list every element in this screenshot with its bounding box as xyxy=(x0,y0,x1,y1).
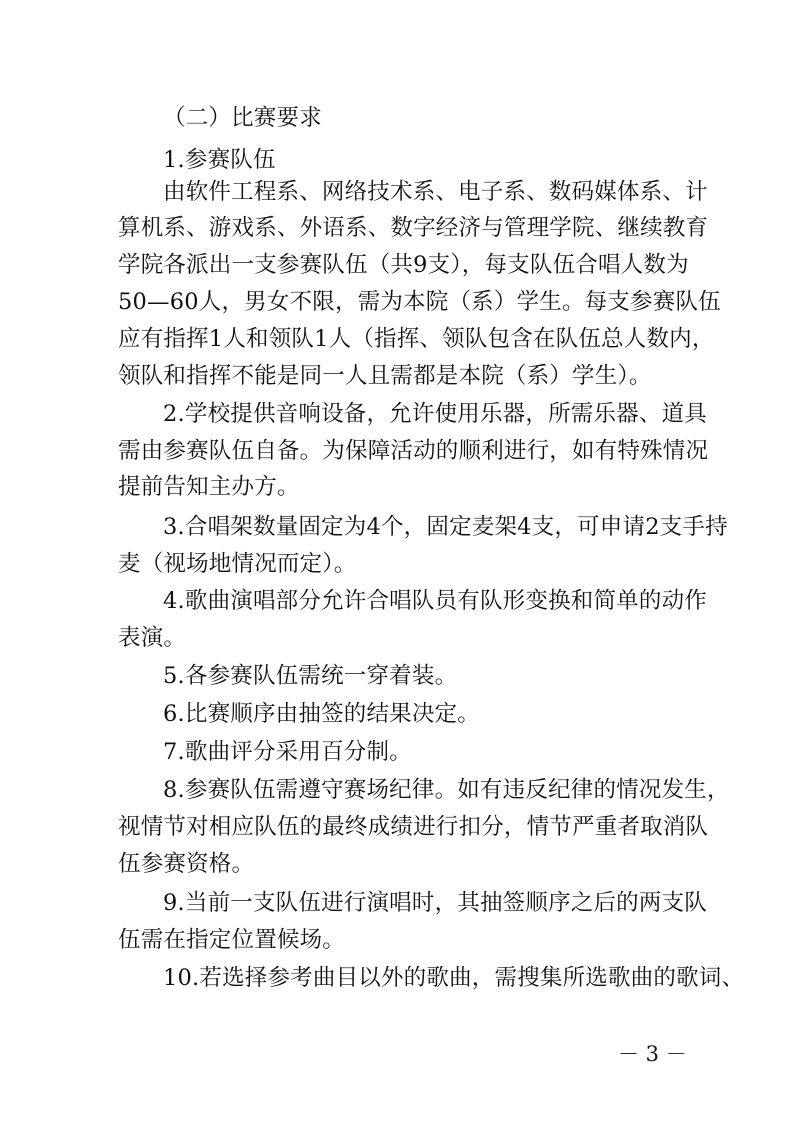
paragraph-line: 50—60人，男女不限，需为本院（系）学生。每支参赛队伍 xyxy=(118,289,721,315)
paragraph-line: 6.比赛顺序由抽签的结果决定。 xyxy=(163,701,480,727)
page-number: － 3 － xyxy=(618,1042,687,1066)
paragraph-line: 4.歌曲演唱部分允许合唱队员有队形变换和简单的动作 xyxy=(163,588,707,614)
paragraph-line: 7.歌曲评分采用百分制。 xyxy=(163,739,412,765)
paragraph-line: 提前告知主办方。 xyxy=(118,474,300,500)
paragraph-line: 伍需在指定位置候场。 xyxy=(118,927,346,953)
paragraph-line: 10.若选择参考曲目以外的歌曲，需搜集所选歌曲的歌词、 xyxy=(163,965,745,991)
paragraph-line: 算机系、游戏系、外语系、数字经济与管理学院、继续教育 xyxy=(118,215,709,241)
paragraph-line: 应有指挥1人和领队1人（指挥、领队包含在队伍总人数内， xyxy=(118,326,715,352)
paragraph-line: 3.合唱架数量固定为4个，固定麦架4支，可申请2支手持 xyxy=(163,514,728,540)
paragraph-line: 麦（视场地情况而定）。 xyxy=(118,551,357,577)
paragraph-line: 1.参赛队伍 xyxy=(163,147,276,173)
paragraph-line: 领队和指挥不能是同一人且需都是本院（系）学生）。 xyxy=(118,363,652,389)
paragraph-line: 9.当前一支队伍进行演唱时，其抽签顺序之后的两支队 xyxy=(163,890,707,916)
paragraph-line: 视情节对相应队伍的最终成绩进行扣分，情节严重者取消队 xyxy=(118,814,709,840)
paragraph-line: 伍参赛资格。 xyxy=(118,851,255,877)
paragraph-line: 2.学校提供音响设备，允许使用乐器，所需乐器、道具 xyxy=(163,401,707,427)
paragraph-line: 由软件工程系、网络技术系、电子系、数码媒体系、计 xyxy=(163,179,708,205)
paragraph-line: 学院各派出一支参赛队伍（共9支），每支队伍合唱人数为 xyxy=(118,252,689,278)
paragraph-line: 需由参赛队伍自备。为保障活动的顺利进行，如有特殊情况 xyxy=(118,438,709,464)
paragraph-line: 8.参赛队伍需遵守赛场纪律。如有违反纪律的情况发生， xyxy=(163,777,730,803)
paragraph-line: 表演。 xyxy=(118,625,187,651)
section-heading: （二）比赛要求 xyxy=(163,105,322,131)
paragraph-line: 5.各参赛队伍需统一穿着装。 xyxy=(163,663,458,689)
